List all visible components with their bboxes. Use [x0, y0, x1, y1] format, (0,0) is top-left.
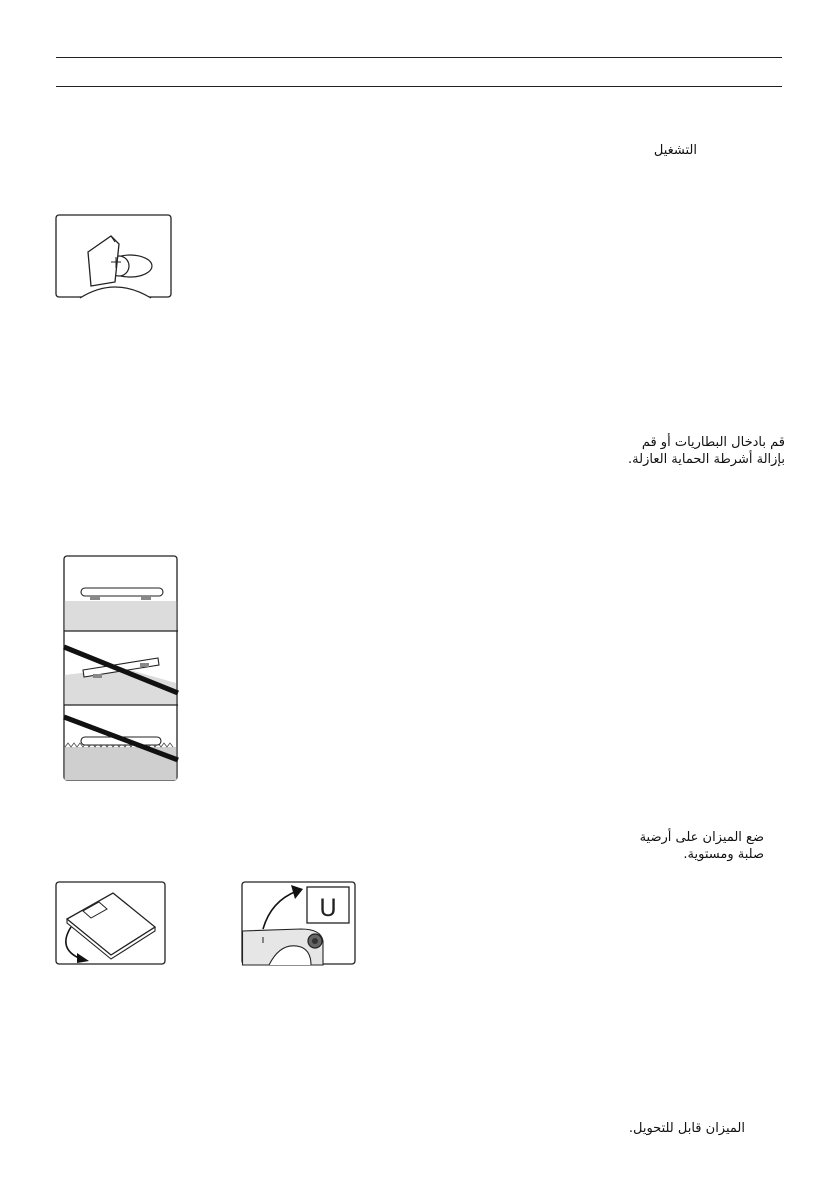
step-batteries-line1: قم بادخال البطاريات أو قم	[641, 435, 785, 450]
unit-switch-icon	[241, 881, 357, 967]
step-batteries-text	[628, 434, 785, 468]
step-floor-line1: ضع الميزان على أرضية	[639, 830, 764, 845]
step-batteries-line2: بإزالة أشرطة الحماية العازلة.	[628, 452, 785, 467]
header-rule	[56, 86, 782, 87]
top-rule	[56, 57, 782, 58]
step-floor-text	[640, 829, 764, 863]
section-heading: التشغيل	[653, 143, 697, 158]
scale-flip-icon	[55, 881, 167, 967]
unit-switch-label: U	[319, 894, 337, 922]
step-floor-line2: صلبة ومستوية.	[683, 847, 764, 862]
floor-placement-icon	[63, 555, 179, 782]
step-convert-text: الميزان قابل للتحويل.	[628, 1121, 745, 1136]
battery-insert-icon	[55, 214, 173, 300]
